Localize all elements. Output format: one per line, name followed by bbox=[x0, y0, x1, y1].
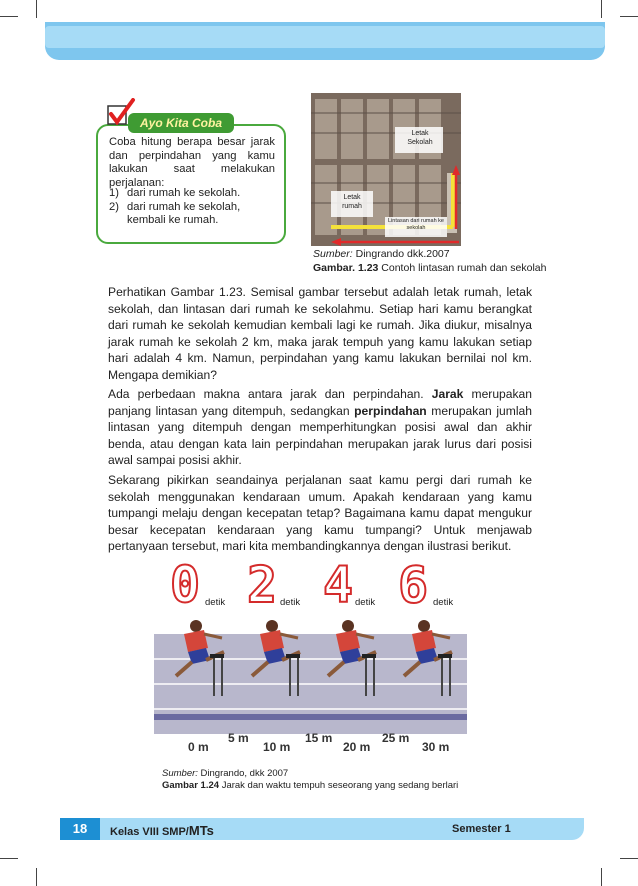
crop-mark bbox=[601, 0, 602, 18]
time-unit: detik bbox=[205, 597, 226, 608]
distance-label: 5 m bbox=[228, 731, 249, 745]
time-digit: 0 bbox=[170, 556, 201, 614]
distance-label: 20 m bbox=[343, 740, 371, 754]
checkmark-icon bbox=[106, 98, 136, 128]
time-digit: 6 bbox=[398, 556, 429, 614]
time-unit: detik bbox=[433, 597, 454, 608]
distance-label: 30 m bbox=[422, 740, 450, 754]
list-item: 2) dari rumah ke sekolah, kembali ke rumah. bbox=[109, 200, 241, 226]
distance-label: 0 m bbox=[188, 740, 209, 754]
crop-mark bbox=[601, 868, 602, 886]
crop-mark bbox=[0, 858, 18, 859]
figure-source: Sumber: Dingrando, dkk 2007 bbox=[162, 768, 289, 779]
page-number: 18 bbox=[60, 818, 100, 840]
crop-mark bbox=[0, 16, 18, 17]
path-label: Lintasan dari rumah ke sekolah bbox=[388, 218, 444, 231]
figure-source: Sumber: Dingrando dkk.2007 bbox=[313, 248, 450, 260]
header-band bbox=[45, 22, 605, 60]
footer-class: Kelas VIII SMP/MTs bbox=[110, 823, 214, 838]
tip-label: Ayo Kita Coba bbox=[128, 113, 234, 133]
tip-list bbox=[109, 187, 279, 228]
school-label: Letak Sekolah bbox=[407, 130, 433, 146]
crop-mark bbox=[620, 858, 638, 859]
paragraph: Perhatikan Gambar 1.23. Semisal gambar tersebut adalah letak rumah, letak sekolah, dan lintasan dari rumah ke sekolahmu. Setiap hari kamu berangkat dari rumah ke sekolah kemudian kembali lagi ke rumah. Jika diukur, misalnya jarak rumah ke sekolah 2 km, maka jarak tempuh yang kamu lakukan setiap hari adalah 4 km. Namun, perpindahan yang kamu lakukan bernilai nol km. Mengapa demikian? bbox=[108, 285, 532, 382]
figure-caption: Gambar 1.24 Jarak dan waktu tempuh seseorang yang sedang berlari bbox=[162, 780, 459, 791]
tip-text: Coba hitung berapa besar jarak dan perpindahan yang kamu lakukan saat melakukan perjalanan: bbox=[109, 136, 275, 189]
crop-mark bbox=[620, 16, 638, 17]
time-unit: detik bbox=[355, 597, 376, 608]
crop-mark bbox=[36, 0, 37, 18]
time-digit: 2 bbox=[247, 556, 278, 614]
paragraph: Ada perbedaan makna antara jarak dan perpindahan. Jarak merupakan panjang lintasan yang ditempuh, sedangkan perpindahan merupakan jumlah lintasan yang ditempuh dengan memperhitungkan posisi awal dan akhir benda, atau dengan kata lain perpindahan merupakan jarak lurus dari posisi awal sampai posisi akhir. bbox=[108, 387, 532, 468]
time-unit: detik bbox=[280, 597, 301, 608]
distance-label: 15 m bbox=[305, 731, 333, 745]
home-label: Letak rumah bbox=[342, 194, 362, 210]
figure-caption: Gambar. 1.23 Contoh lintasan rumah dan sekolah bbox=[313, 262, 547, 274]
distance-label: 10 m bbox=[263, 740, 291, 754]
crop-mark bbox=[36, 868, 37, 886]
list-item: 1) dari rumah ke sekolah. bbox=[109, 187, 241, 199]
footer-semester: Semester 1 bbox=[452, 823, 511, 835]
distance-label: 25 m bbox=[382, 731, 410, 745]
time-digit: 4 bbox=[323, 556, 354, 614]
paragraph: Sekarang pikirkan seandainya perjalanan saat kamu pergi dari rumah ke sekolah menggunakan kendaraan umum. Apakah kendaraan yang kamu tumpangi melaju dengan kecepatan tetap? Bagaimana kamu dapat mengukur besar kecepatan kendaraan yang kamu tumpangi? Untuk menjawab pertanyaan tersebut, mari kita membandingkannya dengan ilustrasi berikut. bbox=[108, 473, 532, 554]
